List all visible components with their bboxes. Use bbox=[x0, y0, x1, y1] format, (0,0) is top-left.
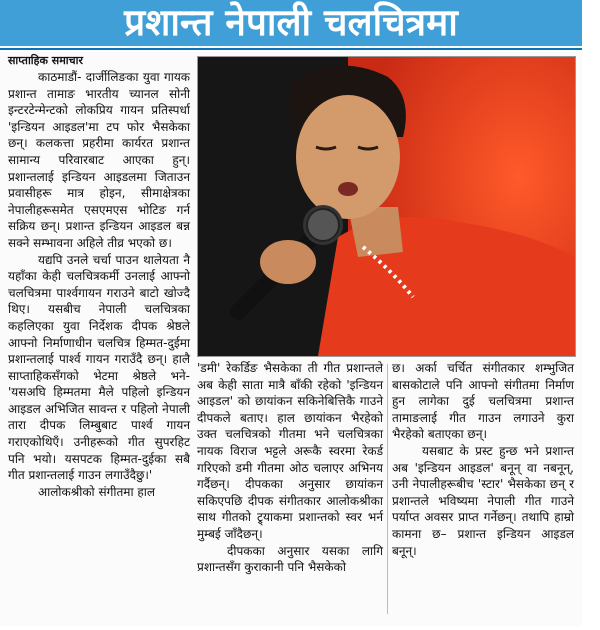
column-divider bbox=[387, 364, 388, 614]
paragraph: आलोकश्रीको संगीतमा हाल bbox=[38, 484, 155, 499]
article-column-middle bbox=[197, 360, 383, 576]
paragraph: छ। अर्का चर्चित संगीतकार शम्भुजित बासकोटाले पनि आफ्नो संगीतमा निर्माण हुन लागेका दुई चलचित्रमा प्रशान्त तामाङलाई गीत गाउन लगाउने कुरा भैरहेको बताएका छन्। bbox=[392, 361, 574, 442]
headline: प्रशान्त नेपाली चलचित्रमा bbox=[0, 0, 582, 46]
paragraph: 'डमी' रेकर्डिङ भैसकेका ती गीत प्रशान्तले अब केही साता मात्रै बाँकी रहेको 'इन्डियन आइडल' को छायांकन सकिनेबित्तिकै गाउने दीपकले बताए। हाल छायांकन भैरहेको उक्त चलचित्रको गीतमा भने चलचित्रका नायक विराज भट्टले अरूकै स्वरमा रेकर्ड गरिएको डमी गीतमा ओठ चलाएर अभिनय गर्दैछन्। दीपकका अनुसार छायांकन सकिएपछि दीपक संगीतकार आलोकश्रीका साथ गीतको ट्र्याकमा प्रशान्तको स्वर भर्न मुम्बई जाँदैछन्। bbox=[197, 361, 383, 541]
paragraph: काठमाडौं- दार्जीलिङका युवा गायक प्रशान्त तामाङ भारतीय च्यानल सोनी इन्टरटेन्मेन्टको लोकप्रिय गायन प्रतिस्पर्धा 'इन्डियन आइडल'मा टप फोर भैसकेका छन्। कलकत्ता प्रहरीमा कार्यरत प्रशान्त सामान्य परिवारबाट आएका हुन्। प्रशान्तलाई इन्डियन आइडलमा जिताउन प्रवासीहरू मात्र होइन, सीमाक्षेत्रका नेपालीहरूसमेत एसएमएस भोटिङ गर्न सक्रिय छन्। प्रशान्त इन्डियन आइडल बन्न सक्ने सम्भावना अहिले तीव्र भएको छ। bbox=[8, 70, 190, 250]
article-column-right bbox=[392, 360, 574, 559]
section-tag: साप्ताहिक समाचार bbox=[8, 54, 83, 67]
singer-illustration bbox=[198, 57, 575, 356]
paragraph: यद्यपि उनले चर्चा पाउन थालेयता नै यहाँका केही चलचित्रकर्मी उनलाई आफ्नो चलचित्रमा पार्श्वगायन गराउने बाटो खोज्दै थिए। यसबीच नेपाली चलचित्रका कहलिएका युवा निर्देशक दीपक श्रेष्ठले आफ्नो निर्माणाधीन चलचित्र हिम्मत-दुईमा प्रशान्तलाई पार्श्व गायन गराउँदै छन्। हालै साप्ताहिकसँगको भेटमा श्रेष्ठले भने-'यसअघि हिम्मतमा मैले पहिलो इन्डियन आइडल अभिजित सावन्त र पहिलो नेपाली तारा दीपक लिम्बुबाट पार्श्व गायन गराएकोथिएँ। उनीहरूको गीत सुपरहिट पनि भयो। यसपटक हिम्मत-दुईका सबै गीत प्रशान्तलाई गाउन लगाउँदैछु।' bbox=[8, 252, 190, 483]
paragraph: दीपकका अनुसार यसका लागि प्रशान्तसँग कुराकानी पनि भैसकेको bbox=[197, 543, 383, 575]
headline-rule bbox=[0, 48, 582, 50]
singer-photo bbox=[197, 56, 576, 357]
paragraph: यसबाट के प्रस्ट हुन्छ भने प्रशान्त अब 'इन्डियन आइडल' बनून् वा नबनून्, उनी नेपालीहरूबीच 'स्टार' भैसकेका छन् र प्रशान्तले भविष्यमा नेपाली गीत गाउने पर्याप्त अवसर प्राप्त गर्नेछन्। तथापि हाम्रो कामना छ– प्रशान्त इन्डियन आइडल बनून्। bbox=[392, 443, 574, 558]
article-column-left bbox=[8, 69, 190, 500]
